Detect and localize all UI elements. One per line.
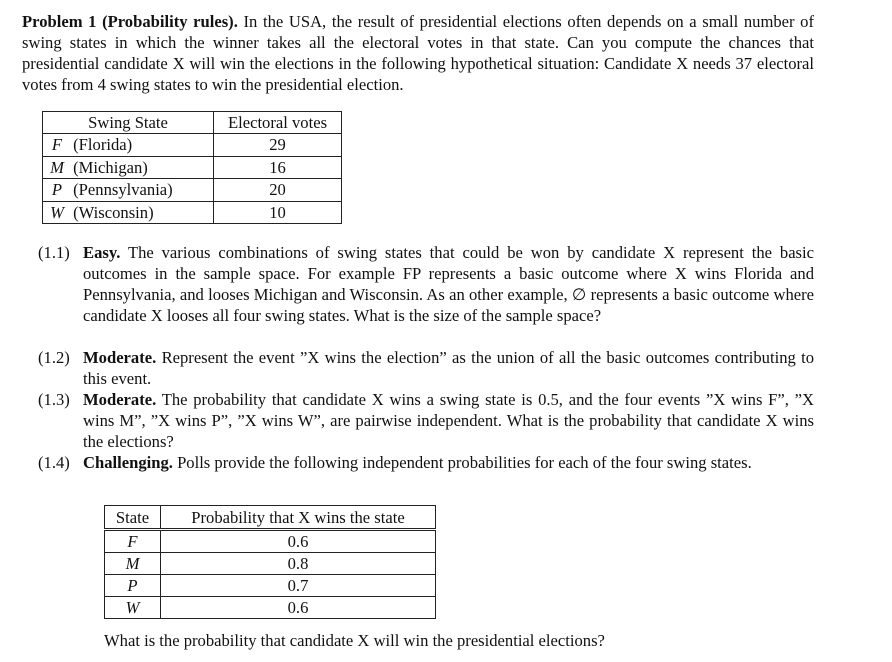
table-header-row	[43, 112, 342, 134]
difficulty-label: Moderate.	[83, 348, 157, 367]
question-number: (1.3)	[38, 390, 70, 409]
difficulty-label: Challenging.	[83, 453, 173, 472]
votes-cell: 29	[214, 134, 342, 157]
question-number: (1.1)	[38, 243, 70, 262]
table-row	[105, 597, 436, 619]
question-text: Polls provide the following independent probabilities for each of the four swing states.	[177, 453, 752, 472]
difficulty-label: Moderate.	[83, 390, 157, 409]
state-symbol: M	[50, 157, 64, 177]
state-name: (Florida)	[73, 135, 133, 155]
state-name: (Michigan)	[73, 157, 148, 177]
probability-cell: 0.7	[161, 575, 436, 597]
votes-cell: 20	[214, 179, 342, 202]
difficulty-label: Easy.	[83, 243, 121, 262]
table-row	[43, 201, 342, 224]
question-1-2	[38, 347, 814, 389]
probability-cell: 0.6	[161, 597, 436, 619]
question-body	[83, 452, 814, 473]
question-text: The probability that candidate X wins a swing state is 0.5, and the four events ”X wins F”, ”X wins M”, ”X wins P”, ”X wins W”, are pairwise independent. What is the probability that candidate X wins the elections?	[83, 390, 814, 451]
state-cell	[43, 201, 214, 224]
col-header-swing-state: Swing State	[43, 112, 214, 134]
state-cell	[43, 134, 214, 157]
table-row	[105, 530, 436, 553]
col-header-state: State	[105, 506, 161, 530]
probability-cell: 0.8	[161, 553, 436, 575]
state-symbol: P	[51, 180, 63, 200]
state-symbol-cell: F	[105, 530, 161, 553]
votes-cell: 16	[214, 156, 342, 179]
question-body	[83, 242, 814, 326]
state-symbol: W	[50, 202, 64, 222]
table-row	[43, 179, 342, 202]
closing-question: What is the probability that candidate X will win the presidential elections?	[104, 631, 605, 650]
probability-table	[104, 505, 436, 619]
question-number: (1.2)	[38, 348, 70, 367]
question-body	[83, 347, 814, 389]
state-symbol: F	[51, 135, 63, 155]
table-row	[105, 575, 436, 597]
table-row	[105, 553, 436, 575]
question-text: Represent the event ”X wins the election” as the union of all the basic outcomes contributing to this event.	[83, 348, 814, 388]
state-cell	[43, 156, 214, 179]
problem-label: Problem 1 (Probability rules).	[22, 12, 238, 31]
table-header-row	[105, 506, 436, 530]
question-text: The various combinations of swing states that could be won by candidate X represent the basic outcomes in the sample space. For example FP represents a basic outcome where X wins Florida and Pennsylvania, and looses Michigan and Wisconsin. As an other example, ∅ represents a basic outcome where candidate X looses all four swing states. What is the size of the sample space?	[83, 243, 814, 325]
state-symbol-cell: M	[105, 553, 161, 575]
state-name: (Pennsylvania)	[73, 180, 173, 200]
question-1-1	[38, 242, 814, 347]
col-header-probability: Probability that X wins the state	[161, 506, 436, 530]
state-name: (Wisconsin)	[73, 202, 154, 222]
question-number: (1.4)	[38, 453, 70, 472]
question-1-3	[38, 389, 814, 452]
question-body	[83, 389, 814, 452]
probability-cell: 0.6	[161, 530, 436, 553]
problem-intro	[22, 11, 814, 95]
col-header-electoral-votes: Electoral votes	[214, 112, 342, 134]
problem-text: In the USA, the result of presidential elections often depends on a small number of swing states in which the winner takes all the electoral votes in that state. Can you compute the chances that presidential candidate X will win the elections in the following hypothetical situation: Candidate X needs 37 electoral votes from 4 swing states to win the presidential election.	[22, 12, 815, 94]
votes-cell: 10	[269, 202, 286, 222]
swing-states-table	[42, 111, 342, 224]
table-row	[43, 156, 342, 179]
state-symbol-cell: W	[105, 597, 161, 619]
state-symbol-cell: P	[105, 575, 161, 597]
table-row	[43, 134, 342, 157]
question-1-4	[38, 452, 814, 494]
state-cell	[43, 179, 214, 202]
